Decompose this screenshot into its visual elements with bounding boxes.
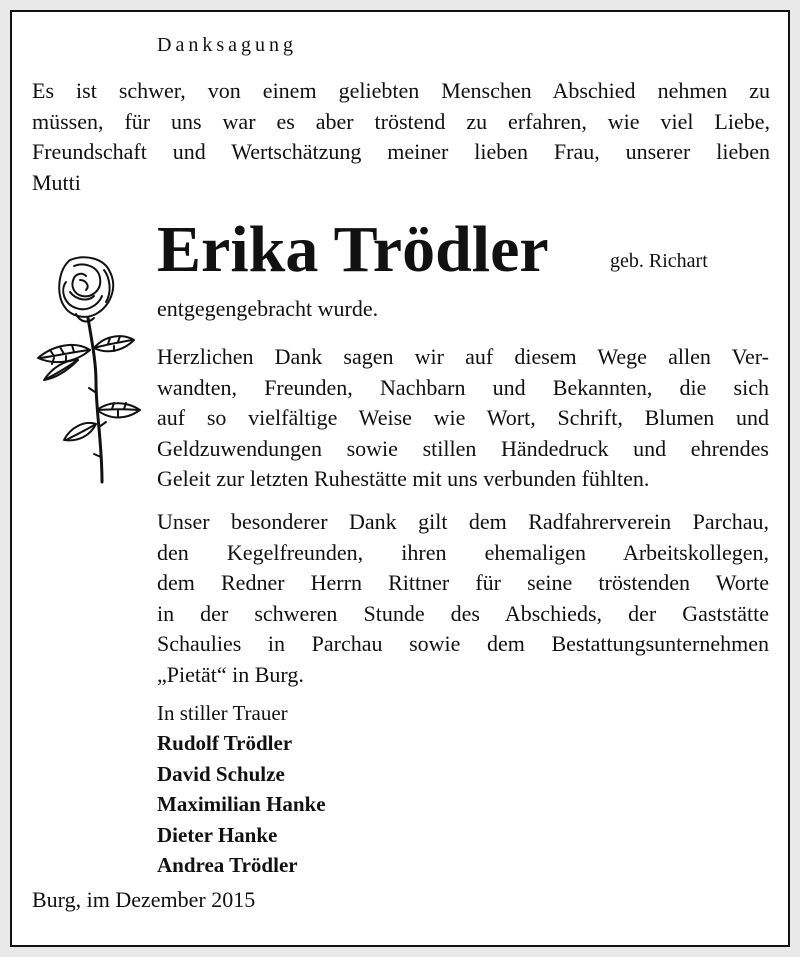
obituary-notice [10,10,790,947]
mourners-list [157,728,326,881]
paragraph-line: Herzlichen Dank sagen wir auf diesem Wege allen Ver- [157,344,769,369]
intro-line: müssen, für uns war es aber tröstend zu erfahren, wie viel Liebe, [32,108,770,134]
heading: Danksagung [157,34,297,56]
mourning-label: In stiller Trauer [157,701,288,725]
rose-icon [30,252,150,492]
intro-line: Mutti [32,169,81,195]
maiden-name: geb. Richart [610,250,708,272]
paragraph-line: den Kegelfreunden, ihren ehemaligen Arbeitskollegen, [157,539,769,565]
paragraph-line: Schaulies in Parchau sowie dem Bestattungsunternehmen [157,631,769,656]
paragraph-line: wandten, Freunden, Nachbarn und Bekannten, die sich [157,374,769,400]
intro-line: Freundschaft und Wertschätzung meiner lieben Frau, unserer lieben [32,139,770,164]
paragraph-line: in der schweren Stunde des Abschieds, der Gaststätte [157,600,769,626]
mourner-name: Dieter Hanke [157,822,278,847]
mourner-name: Andrea Trödler [157,853,298,877]
thanks-paragraph [157,342,769,495]
paragraph-line: Geleit zur letzten Ruhestätte mit uns verbunden fühlten. [157,466,650,491]
paragraph-line: Unser besonderer Dank gilt dem Radfahrerverein Parchau, [157,509,769,534]
place-date: Burg, im Dezember 2015 [32,887,256,912]
paragraph-line: Geldzuwendungen sowie stillen Händedruck und ehrendes [157,435,769,461]
intro-line: Es ist schwer, von einem geliebten Menschen Abschied nehmen zu [32,78,770,103]
special-thanks-paragraph [157,507,769,690]
after-name-text: entgegengebracht wurde. [157,296,379,321]
mourner-name: Rudolf Trödler [157,731,293,755]
deceased-name: Erika Trödler [157,213,549,286]
paragraph-line: „Pietät“ in Burg. [157,661,304,687]
intro-text [32,76,770,198]
paragraph-line: auf so vielfältige Weise wie Wort, Schrift, Blumen und [157,405,769,430]
paragraph-line: dem Redner Herrn Rittner für seine tröstenden Worte [157,570,769,595]
mourner-name: Maximilian Hanke [157,792,326,816]
mourner-name: David Schulze [157,761,285,786]
